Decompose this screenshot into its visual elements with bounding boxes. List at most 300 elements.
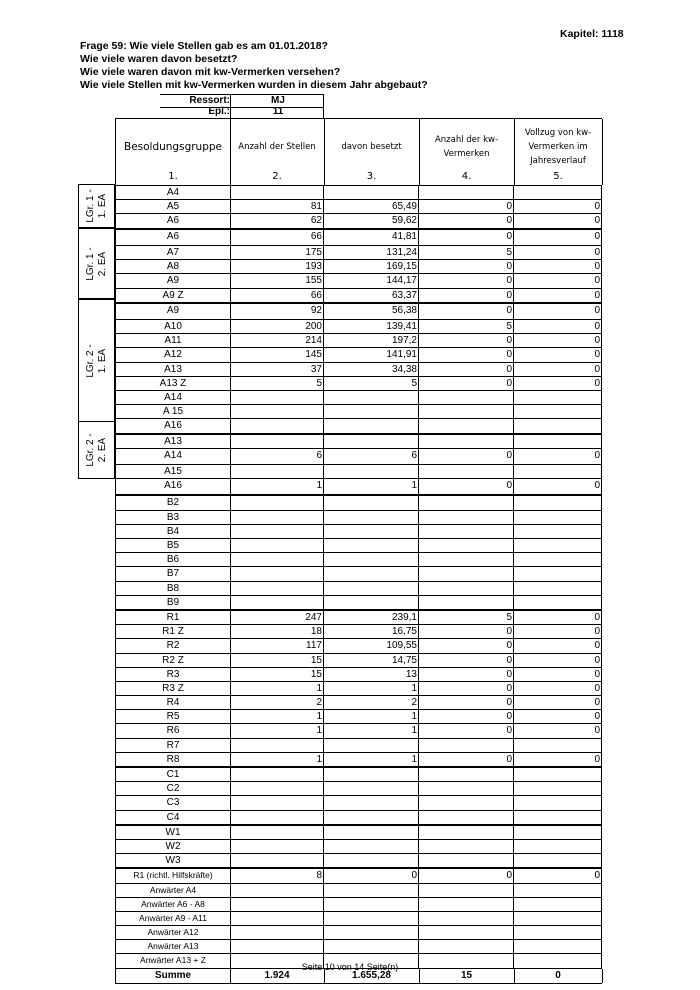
- table-row: [115, 320, 602, 334]
- cell-value: [514, 496, 602, 509]
- table-row: [115, 435, 602, 449]
- cell-value: [419, 739, 514, 752]
- cell-value: 0: [419, 348, 514, 361]
- cell-besoldungsgruppe: A9: [116, 304, 231, 319]
- cell-value: [230, 553, 324, 566]
- table-row: [115, 391, 602, 405]
- cell-besoldungsgruppe: R4: [116, 696, 231, 709]
- cell-besoldungsgruppe: Anwärter A4: [116, 884, 231, 897]
- cell-value: 197,2: [324, 334, 419, 347]
- cell-value: 1: [324, 753, 419, 766]
- cell-value: 0: [419, 869, 514, 882]
- cell-value: 0: [419, 289, 514, 302]
- cell-value: 247: [230, 611, 324, 624]
- cell-value: [419, 884, 514, 897]
- cell-value: 239,1: [324, 611, 419, 624]
- sum-value: 1.924: [230, 969, 325, 983]
- cell-value: [324, 405, 419, 418]
- cell-value: 1: [230, 479, 324, 494]
- cell-value: 1: [324, 710, 419, 723]
- cell-value: [514, 768, 602, 781]
- cell-value: 109,55: [324, 639, 419, 652]
- group-label-lgr1-1ea: LGr. 1 - 1. EA: [78, 184, 115, 228]
- cell-value: [514, 782, 602, 795]
- table-header: [115, 118, 602, 186]
- cell-value: 0: [514, 304, 602, 319]
- cell-value: [230, 435, 324, 448]
- cell-value: [514, 419, 602, 432]
- cell-value: [419, 768, 514, 781]
- cell-value: 0: [514, 363, 602, 376]
- cell-besoldungsgruppe: R5: [116, 710, 231, 723]
- cell-besoldungsgruppe: A11: [116, 334, 231, 347]
- cell-besoldungsgruppe: R1 Z: [116, 625, 231, 638]
- table-row: [115, 539, 602, 553]
- table-row: [115, 200, 602, 214]
- cell-value: [514, 435, 602, 448]
- cell-value: 2: [324, 696, 419, 709]
- cell-value: 0: [324, 869, 419, 882]
- table-row: [115, 926, 602, 940]
- cell-value: [230, 796, 324, 809]
- cell-value: 5: [324, 377, 419, 390]
- cell-besoldungsgruppe: R3: [116, 668, 231, 681]
- table-row: [115, 682, 602, 696]
- cell-value: 0: [514, 320, 602, 333]
- cell-value: [230, 186, 324, 199]
- ressort-label: Ressort:: [189, 95, 230, 106]
- cell-value: [230, 840, 324, 853]
- header-cell: [116, 119, 231, 185]
- table-row: [115, 611, 602, 625]
- table-row: [115, 511, 602, 525]
- cell-value: 155: [230, 274, 324, 287]
- cell-besoldungsgruppe: B5: [116, 539, 231, 552]
- cell-value: 0: [514, 449, 602, 465]
- sum-label: Summe: [116, 969, 231, 983]
- cell-besoldungsgruppe: C3: [116, 796, 231, 809]
- cell-value: [419, 553, 514, 566]
- cell-value: 41,81: [324, 230, 419, 245]
- cell-value: [419, 391, 514, 404]
- cell-value: [324, 739, 419, 752]
- cell-value: 0: [514, 753, 602, 766]
- cell-value: 65,49: [324, 200, 419, 213]
- cell-value: [324, 826, 419, 839]
- table-row: [115, 479, 602, 496]
- cell-value: 15: [230, 668, 324, 681]
- header-title: Anzahl der Stellen: [238, 142, 316, 152]
- cell-value: [514, 539, 602, 552]
- cell-besoldungsgruppe: A10: [116, 320, 231, 333]
- table-row: [115, 654, 602, 668]
- table-row: [115, 377, 602, 391]
- cell-besoldungsgruppe: R1 (richtl. Hilfskräfte): [116, 869, 231, 882]
- cell-value: 200: [230, 320, 324, 333]
- table-row: [115, 553, 602, 567]
- cell-besoldungsgruppe: A13: [116, 435, 231, 448]
- cell-value: [419, 912, 514, 925]
- cell-value: [230, 582, 324, 595]
- cell-value: 13: [324, 668, 419, 681]
- table-row: [115, 782, 602, 796]
- table-row: [115, 260, 602, 274]
- cell-value: 131,24: [324, 246, 419, 259]
- cell-value: 193: [230, 260, 324, 273]
- cell-besoldungsgruppe: Anwärter A9 - A11: [116, 912, 231, 925]
- cell-value: [230, 405, 324, 418]
- header-number: 3.: [366, 171, 377, 182]
- table-row: [115, 668, 602, 682]
- cell-besoldungsgruppe: Anwärter A6 - A8: [116, 898, 231, 911]
- epl-value: 11: [272, 106, 284, 117]
- cell-value: 1: [230, 753, 324, 766]
- header-number: 5.: [553, 171, 563, 182]
- cell-value: [419, 898, 514, 911]
- table-row: [115, 596, 602, 611]
- cell-value: [324, 435, 419, 448]
- cell-value: [514, 553, 602, 566]
- cell-value: [514, 940, 602, 953]
- table-row: [115, 496, 602, 510]
- cell-besoldungsgruppe: A14: [116, 391, 231, 404]
- table-row: [115, 625, 602, 639]
- table-row: [115, 710, 602, 724]
- table-row: [115, 334, 602, 348]
- cell-besoldungsgruppe: A9: [116, 274, 231, 287]
- cell-value: 66: [230, 289, 324, 302]
- cell-value: [324, 926, 419, 939]
- cell-value: 0: [514, 260, 602, 273]
- cell-besoldungsgruppe: A6: [116, 214, 231, 227]
- cell-value: [419, 465, 514, 478]
- cell-value: 5: [419, 320, 514, 333]
- cell-besoldungsgruppe: R6: [116, 724, 231, 737]
- cell-value: 0: [419, 710, 514, 723]
- cell-value: [324, 940, 419, 953]
- table-row: [115, 405, 602, 419]
- sum-value: 0: [514, 969, 603, 983]
- cell-besoldungsgruppe: Anwärter A13: [116, 940, 231, 953]
- cell-besoldungsgruppe: A12: [116, 348, 231, 361]
- table-row: [115, 912, 602, 926]
- cell-value: 34,38: [324, 363, 419, 376]
- question-block: [80, 40, 428, 92]
- cell-value: [419, 539, 514, 552]
- group-label-lgr1-2ea: LGr. 1 - 2. EA: [78, 228, 115, 299]
- cell-value: [230, 811, 324, 824]
- cell-value: 16,75: [324, 625, 419, 638]
- cell-value: [514, 898, 602, 911]
- table-body: [115, 186, 602, 984]
- cell-value: [324, 391, 419, 404]
- cell-value: [324, 912, 419, 925]
- cell-value: [514, 596, 602, 609]
- table-row: [115, 796, 602, 810]
- cell-value: [324, 898, 419, 911]
- cell-value: [230, 940, 324, 953]
- cell-value: [419, 840, 514, 853]
- question-line: Wie viele waren davon besetzt?: [80, 53, 238, 65]
- cell-value: 0: [419, 260, 514, 273]
- cell-value: [419, 782, 514, 795]
- cell-value: [324, 811, 419, 824]
- cell-value: 0: [419, 724, 514, 737]
- cell-value: [230, 826, 324, 839]
- cell-value: 15: [230, 654, 324, 667]
- header-title: davon besetzt: [341, 142, 402, 152]
- table-row: [115, 289, 602, 304]
- cell-besoldungsgruppe: A4: [116, 186, 231, 199]
- cell-value: [419, 826, 514, 839]
- header-cell: [419, 119, 515, 185]
- cell-besoldungsgruppe: W1: [116, 826, 231, 839]
- cell-value: [419, 186, 514, 199]
- cell-value: [514, 567, 602, 580]
- cell-value: 0: [419, 449, 514, 465]
- table-row: [115, 869, 602, 883]
- cell-value: [514, 465, 602, 478]
- cell-value: 139,41: [324, 320, 419, 333]
- cell-value: [230, 496, 324, 509]
- cell-value: [419, 854, 514, 867]
- cell-value: [324, 782, 419, 795]
- cell-value: [514, 525, 602, 538]
- cell-value: 0: [514, 696, 602, 709]
- cell-besoldungsgruppe: B9: [116, 596, 231, 609]
- cell-value: [324, 768, 419, 781]
- cell-value: 0: [514, 668, 602, 681]
- sum-value: 1.655,28: [324, 969, 420, 983]
- chapter-label: Kapitel: 1118: [560, 28, 624, 40]
- cell-besoldungsgruppe: A5: [116, 200, 231, 213]
- header-cell: [324, 119, 420, 185]
- cell-besoldungsgruppe: B4: [116, 525, 231, 538]
- question-line: Wie viele waren davon mit kw-Vermerken versehen?: [80, 66, 341, 78]
- cell-besoldungsgruppe: A16: [116, 419, 231, 432]
- table-row: [115, 274, 602, 288]
- cell-value: 81: [230, 200, 324, 213]
- cell-value: [230, 898, 324, 911]
- cell-value: 0: [419, 200, 514, 213]
- cell-besoldungsgruppe: A13: [116, 363, 231, 376]
- cell-value: [419, 435, 514, 448]
- cell-besoldungsgruppe: C1: [116, 768, 231, 781]
- cell-value: [419, 582, 514, 595]
- cell-besoldungsgruppe: Anwärter A13 + Z: [116, 954, 231, 967]
- cell-besoldungsgruppe: A8: [116, 260, 231, 273]
- question-line: Wie viele Stellen mit kw-Vermerken wurden in diesem Jahr abgebaut?: [80, 79, 428, 91]
- cell-value: 0: [419, 214, 514, 227]
- header-number: 4.: [461, 171, 472, 182]
- table-row: [115, 246, 602, 260]
- header-cell: [514, 119, 603, 185]
- group-label-lgr2-2ea: LGr. 2 - 2. EA: [78, 421, 115, 479]
- cell-value: 92: [230, 304, 324, 319]
- cell-besoldungsgruppe: R2: [116, 639, 231, 652]
- question-line: Frage 59: Wie viele Stellen gab es am 01.01.2018?: [80, 40, 328, 52]
- cell-value: [230, 419, 324, 432]
- cell-value: [230, 567, 324, 580]
- group-label-lgr2-1ea: LGr. 2 - 1. EA: [78, 299, 115, 422]
- table-row: [115, 567, 602, 581]
- cell-value: [419, 596, 514, 609]
- table-row: [115, 811, 602, 826]
- cell-value: [514, 926, 602, 939]
- cell-value: [419, 940, 514, 953]
- table-row: [115, 940, 602, 954]
- cell-value: 175: [230, 246, 324, 259]
- cell-value: [230, 768, 324, 781]
- table-row: [115, 854, 602, 869]
- cell-value: [230, 782, 324, 795]
- table-row: [115, 739, 602, 753]
- header-number: 1.: [168, 171, 178, 182]
- cell-besoldungsgruppe: A6: [116, 230, 231, 245]
- cell-value: [324, 539, 419, 552]
- cell-value: 14,75: [324, 654, 419, 667]
- cell-value: 1: [230, 710, 324, 723]
- cell-value: 0: [419, 668, 514, 681]
- cell-value: 8: [230, 869, 324, 882]
- cell-value: 1: [324, 479, 419, 494]
- cell-value: 0: [419, 682, 514, 695]
- cell-value: 214: [230, 334, 324, 347]
- cell-value: 0: [419, 639, 514, 652]
- cell-value: [514, 511, 602, 524]
- cell-value: [324, 567, 419, 580]
- cell-value: 18: [230, 625, 324, 638]
- cell-value: [324, 553, 419, 566]
- sum-value: 15: [419, 969, 515, 983]
- cell-value: [230, 539, 324, 552]
- cell-value: [419, 525, 514, 538]
- cell-value: 0: [514, 230, 602, 245]
- cell-value: [514, 405, 602, 418]
- cell-value: 0: [514, 654, 602, 667]
- cell-value: [324, 596, 419, 609]
- table-row: [115, 898, 602, 912]
- cell-value: 6: [324, 449, 419, 465]
- cell-value: 145: [230, 348, 324, 361]
- table-row: [115, 525, 602, 539]
- cell-value: [514, 739, 602, 752]
- cell-besoldungsgruppe: B8: [116, 582, 231, 595]
- cell-value: 2: [230, 696, 324, 709]
- cell-value: 0: [514, 348, 602, 361]
- cell-value: 1: [324, 724, 419, 737]
- table-row: [115, 768, 602, 782]
- cell-value: 0: [419, 334, 514, 347]
- cell-besoldungsgruppe: B3: [116, 511, 231, 524]
- cell-value: 37: [230, 363, 324, 376]
- cell-value: [230, 884, 324, 897]
- cell-besoldungsgruppe: C4: [116, 811, 231, 824]
- cell-besoldungsgruppe: W3: [116, 854, 231, 867]
- cell-value: [419, 511, 514, 524]
- cell-value: [230, 511, 324, 524]
- cell-value: 141,91: [324, 348, 419, 361]
- table-row: [115, 419, 602, 434]
- cell-value: [419, 567, 514, 580]
- table-row: [115, 884, 602, 898]
- cell-value: 0: [514, 334, 602, 347]
- cell-value: [324, 496, 419, 509]
- cell-value: [230, 525, 324, 538]
- cell-value: 0: [419, 479, 514, 494]
- ressort-value: MJ: [271, 95, 285, 106]
- cell-value: 144,17: [324, 274, 419, 287]
- cell-value: [324, 465, 419, 478]
- cell-value: [419, 796, 514, 809]
- cell-value: 0: [419, 274, 514, 287]
- cell-value: 5: [230, 377, 324, 390]
- table-row: [115, 214, 602, 229]
- cell-value: [324, 511, 419, 524]
- header-title: Anzahl der kw-Vermerken: [434, 135, 499, 159]
- cell-besoldungsgruppe: R7: [116, 739, 231, 752]
- cell-besoldungsgruppe: A13 Z: [116, 377, 231, 390]
- table-row: [115, 724, 602, 738]
- cell-value: [230, 912, 324, 925]
- stellen-table: [115, 118, 602, 984]
- cell-value: 0: [514, 710, 602, 723]
- cell-value: 63,37: [324, 289, 419, 302]
- cell-besoldungsgruppe: R1: [116, 611, 231, 624]
- cell-value: [514, 811, 602, 824]
- cell-value: 0: [514, 682, 602, 695]
- cell-besoldungsgruppe: B7: [116, 567, 231, 580]
- cell-value: [514, 840, 602, 853]
- cell-value: [324, 582, 419, 595]
- cell-value: 0: [419, 654, 514, 667]
- cell-value: [419, 496, 514, 509]
- cell-value: 0: [514, 377, 602, 390]
- cell-value: [419, 419, 514, 432]
- cell-value: [324, 884, 419, 897]
- cell-besoldungsgruppe: R2 Z: [116, 654, 231, 667]
- cell-value: 0: [419, 230, 514, 245]
- table-row: [115, 465, 602, 479]
- cell-value: 0: [514, 869, 602, 882]
- cell-besoldungsgruppe: R3 Z: [116, 682, 231, 695]
- cell-value: 0: [514, 479, 602, 494]
- header-title: Vollzug von kw-Vermerken im Jahresverlauf: [524, 128, 592, 166]
- cell-value: 6: [230, 449, 324, 465]
- cell-besoldungsgruppe: A14: [116, 449, 231, 465]
- table-row: [115, 753, 602, 768]
- cell-value: [324, 186, 419, 199]
- table-row: [115, 186, 602, 200]
- cell-value: [230, 739, 324, 752]
- cell-value: 0: [419, 363, 514, 376]
- page-footer: Seite 10 von 14 Seite(n): [301, 962, 399, 972]
- cell-value: 0: [514, 639, 602, 652]
- cell-besoldungsgruppe: Anwärter A12: [116, 926, 231, 939]
- cell-value: 117: [230, 639, 324, 652]
- cell-besoldungsgruppe: C2: [116, 782, 231, 795]
- header-number: 2.: [272, 171, 282, 182]
- cell-value: 0: [514, 289, 602, 302]
- table-row: [115, 826, 602, 840]
- cell-value: [230, 854, 324, 867]
- cell-value: [419, 405, 514, 418]
- cell-value: 0: [514, 625, 602, 638]
- cell-besoldungsgruppe: B6: [116, 553, 231, 566]
- cell-besoldungsgruppe: W2: [116, 840, 231, 853]
- cell-value: [230, 391, 324, 404]
- cell-besoldungsgruppe: A 15: [116, 405, 231, 418]
